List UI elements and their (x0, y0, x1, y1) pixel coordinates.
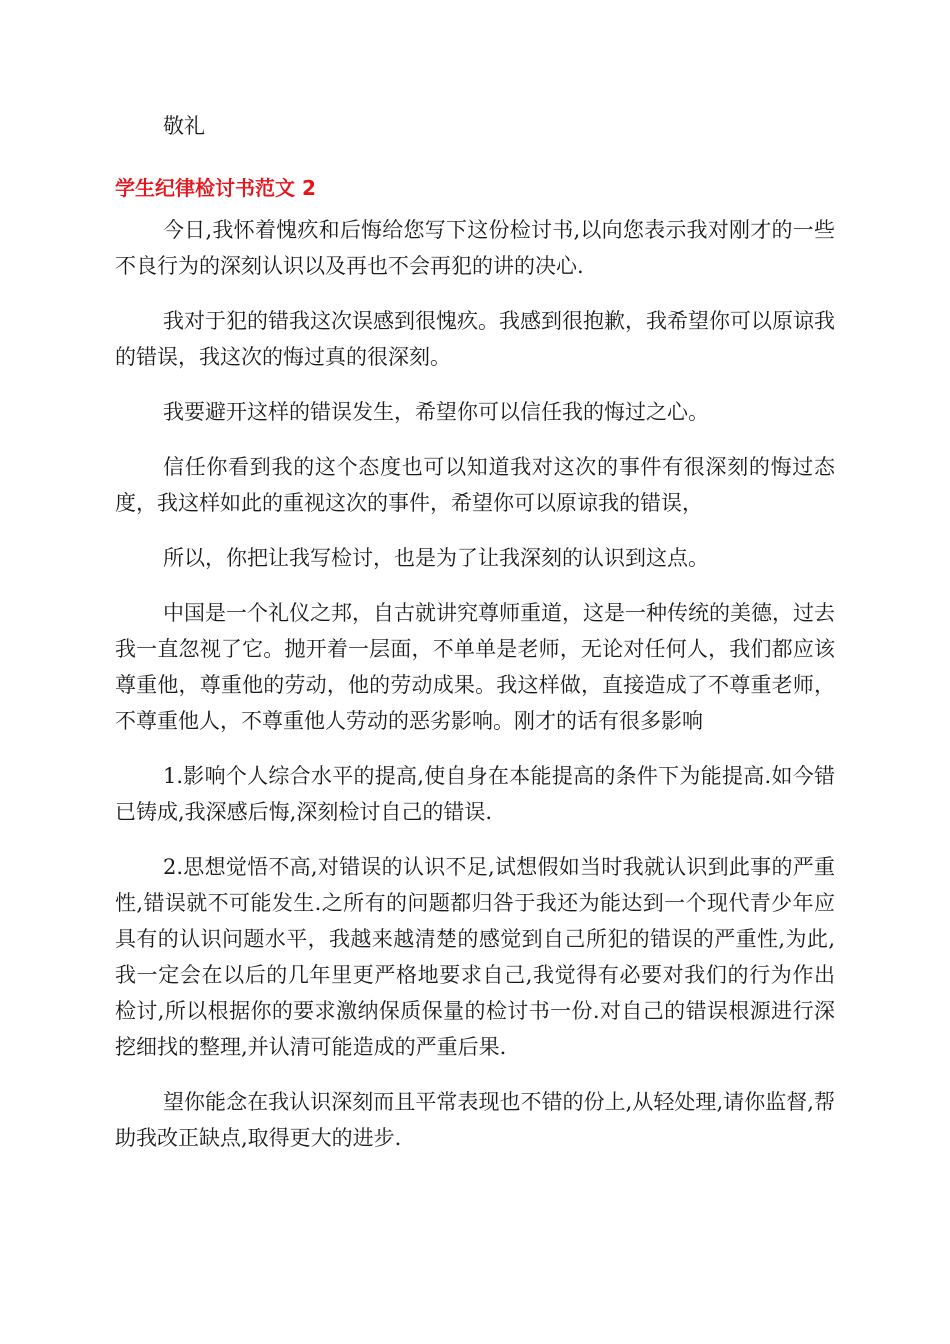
paragraph-2: 我对于犯的错我这次误感到很愧疚。我感到很抱歉，我希望你可以原谅我的错误，我这次的悔过真的很深刻。 (115, 309, 835, 369)
paragraph-4: 信任你看到我的这个态度也可以知道我对这次的事件有很深刻的悔过态度，我这样如此的重视这次的事件，希望你可以原谅我的错误， (115, 455, 835, 515)
paragraph-1: 今日,我怀着愧疚和后悔给您写下这份检讨书,以向您表示我对刚才的一些不良行为的深刻认识以及再也不会再犯的讲的决心. (115, 218, 835, 278)
paragraph-5: 所以，你把让我写检讨，也是为了让我深刻的认识到这点。 (163, 546, 709, 570)
section-heading: 学生纪律检讨书范文 2 (115, 176, 316, 200)
paragraph-8: 2.思想觉悟不高,对错误的认识不足,试想假如当时我就认识到此事的严重性,错误就不可能发生.之所有的问题都归咎于我还为能达到一个现代青少年应具有的认识问题水平，我越来越清楚的感觉到自己所犯的错误的严重性,为此,我一定会在以后的几年里更严格地要求自己,我觉得有必要对我们的行为作出检讨,所以根据你的要求激纳保质保量的检讨书一份.对自己的错误根源进行深挖细找的整理,并认清可能造成的严重后果. (115, 855, 835, 1059)
paragraph-7: 1.影响个人综合水平的提高,使自身在本能提高的条件下为能提高.如今错已铸成,我深感后悔,深刻检讨自己的错误. (115, 764, 835, 824)
paragraph-9: 望你能念在我认识深刻而且平常表现也不错的份上,从轻处理,请你监督,帮助我改正缺点,取得更大的进步. (115, 1090, 835, 1150)
document-body (115, 108, 835, 1175)
closing-salutation: 敬礼 (163, 114, 205, 138)
paragraph-6: 中国是一个礼仪之邦，自古就讲究尊师重道，这是一种传统的美德，过去我一直忽视了它。抛开着一层面，不单单是老师，无论对任何人，我们都应该尊重他，尊重他的劳动，他的劳动成果。我这样做，直接造成了不尊重老师，不尊重他人，不尊重他人劳动的恶劣影响。刚才的话有很多影响 (115, 601, 835, 733)
paragraph-3: 我要避开这样的错误发生，希望你可以信任我的悔过之心。 (163, 400, 709, 424)
